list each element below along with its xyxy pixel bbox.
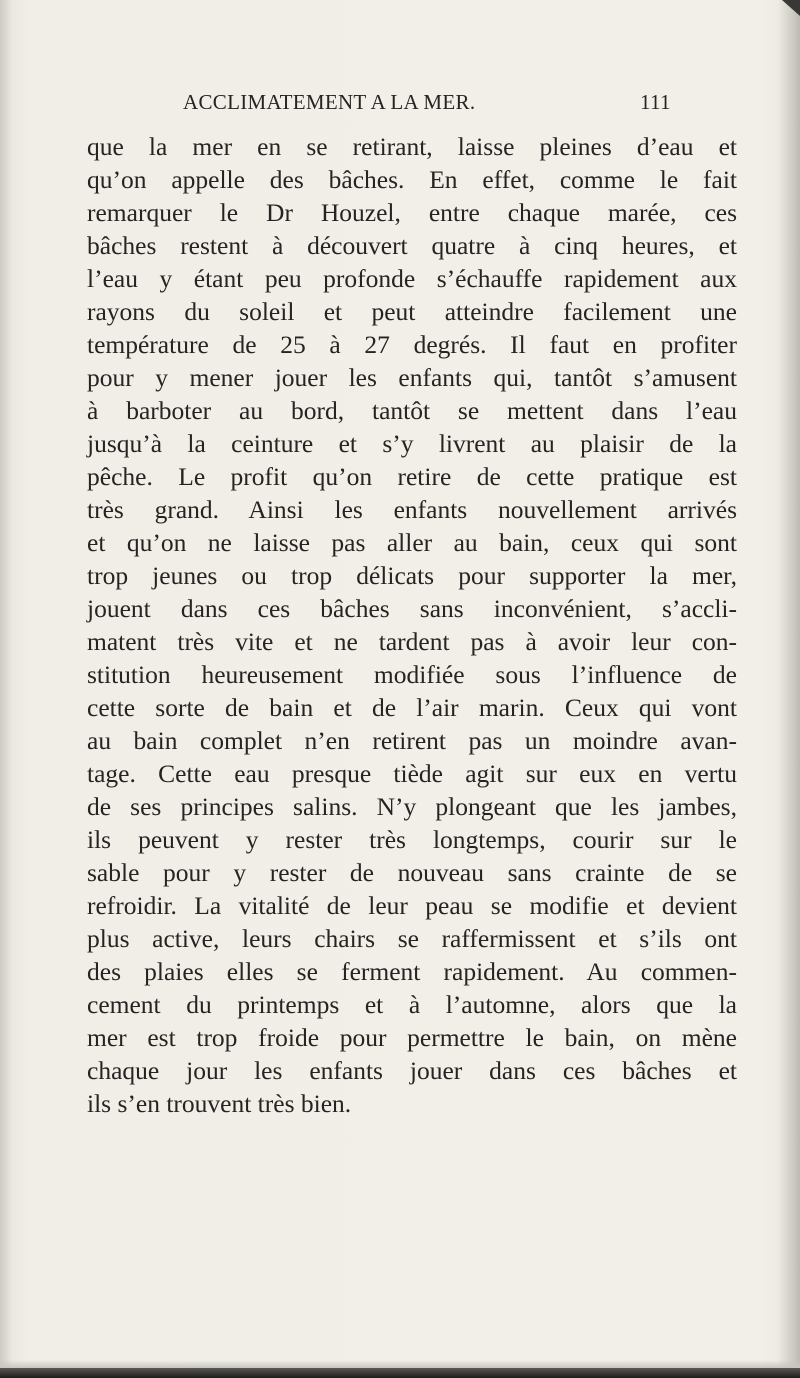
text-line: qu’on appelle des bâches. En effet, comme le fait [87, 165, 737, 194]
running-head: ACCLIMATEMENT A LA MER. [183, 90, 476, 114]
text-line: à barboter au bord, tantôt se mettent dans l’eau [87, 396, 737, 425]
text-line: que la mer en se retirant, laisse pleines d’eau et [87, 132, 737, 161]
text-line: cement du printemps et à l’automne, alors que la [87, 990, 737, 1019]
text-line: sable pour y rester de nouveau sans crainte de se [87, 858, 737, 887]
text-line: stitution heureusement modifiée sous l’influence de [87, 660, 737, 689]
text-line: de ses principes salins. N’y plongeant que les jambes, [87, 792, 737, 821]
page-left-edge [0, 0, 12, 1378]
text-line: mer est trop froide pour permettre le bain, on mène [87, 1023, 737, 1052]
text-line: plus active, leurs chairs se raffermissent et s’ils ont [87, 924, 737, 953]
text-line: trop jeunes ou trop délicats pour supporter la mer, [87, 561, 737, 590]
page-header [183, 90, 683, 116]
text-line: au bain complet n’en retirent pas un moindre avan- [87, 726, 737, 755]
text-line: bâches restent à découvert quatre à cinq heures, et [87, 231, 737, 260]
text-line: des plaies elles se ferment rapidement. Au commen- [87, 957, 737, 986]
text-line: et qu’on ne laisse pas aller au bain, ceux qui sont [87, 528, 737, 557]
text-line: cette sorte de bain et de l’air marin. Ceux qui vont [87, 693, 737, 722]
text-line: jouent dans ces bâches sans inconvénient, s’accli- [87, 594, 737, 623]
text-line: matent très vite et ne tardent pas à avoir leur con- [87, 627, 737, 656]
page-number: 111 [640, 90, 671, 114]
text-line: pêche. Le profit qu’on retire de cette pratique est [87, 462, 737, 491]
text-line: refroidir. La vitalité de leur peau se modifie et devient [87, 891, 737, 920]
text-line: l’eau y étant peu profonde s’échauffe rapidement aux [87, 264, 737, 293]
text-line: très grand. Ainsi les enfants nouvellement arrivés [87, 495, 737, 524]
text-line: chaque jour les enfants jouer dans ces bâches et [87, 1056, 737, 1085]
text-line: rayons du soleil et peut atteindre facilement une [87, 297, 737, 326]
text-line: pour y mener jouer les enfants qui, tantôt s’amusent [87, 363, 737, 392]
body-text [87, 130, 737, 1120]
page-corner-mark [782, 0, 800, 16]
text-line: ils s’en trouvent très bien. [87, 1089, 352, 1118]
text-line: température de 25 à 27 degrés. Il faut en profiter [87, 330, 737, 359]
text-line: tage. Cette eau presque tiède agit sur eux en vertu [87, 759, 737, 788]
text-line: jusqu’à la ceinture et s’y livrent au plaisir de la [87, 429, 737, 458]
text-line: ils peuvent y rester très longtemps, courir sur le [87, 825, 737, 854]
page-bottom-shadow [0, 1360, 800, 1368]
page-right-edge [778, 0, 800, 1378]
page-bottom-bar [0, 1368, 800, 1378]
text-line: remarquer le Dr Houzel, entre chaque marée, ces [87, 198, 737, 227]
